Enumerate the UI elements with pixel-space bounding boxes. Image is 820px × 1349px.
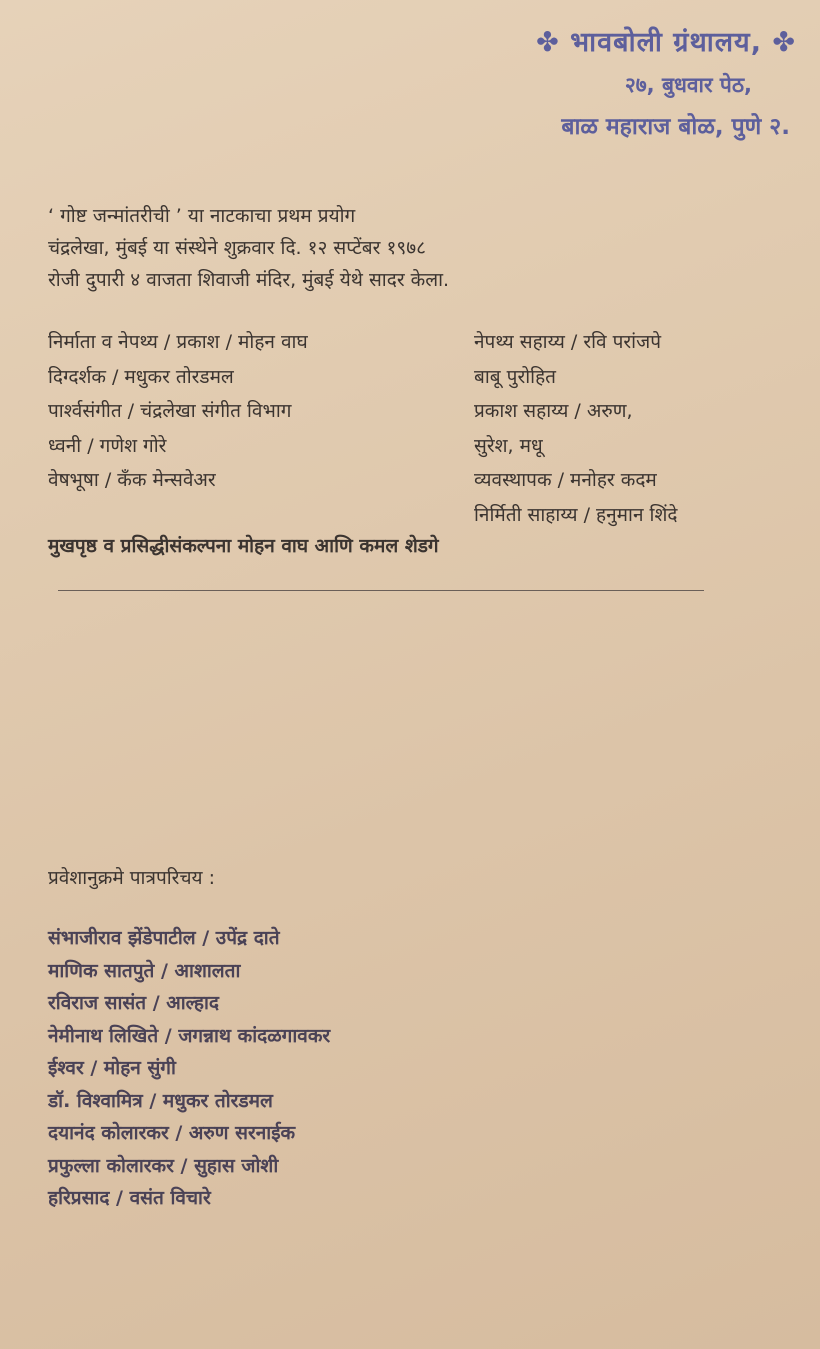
credit-line: वेषभूषा / कँक मेन्सवेअर [48, 469, 216, 491]
cast-entry: नेमीनाथ लिखिते / जगन्नाथ कांदळगावकर [48, 1024, 331, 1047]
credit-line: सुरेश, मधू [474, 434, 543, 457]
cover-design-credit: मुखपृष्ठ व प्रसिद्धीसंकल्पना मोहन वाघ आणि कमल शेडगे [48, 535, 439, 557]
stamp-city-line: बाळ महाराज बोळ, पुणे २. [561, 114, 790, 140]
cast-entry: रविराज सासंत / आल्हाद [48, 992, 219, 1014]
credit-line: बाबू पुरोहित [474, 365, 556, 388]
cast-entry: संभाजीराव झेंडेपाटील / उपेंद्र दाते [48, 927, 280, 949]
premiere-line: ‘ गोष्ट जन्मांतरीची ’ या नाटकाचा प्रथम प्रयोग [48, 205, 356, 227]
cast-entry: डॉ. विश्वामित्र / मधुकर तोरडमल [48, 1089, 273, 1112]
cast-heading: प्रवेशानुक्रमे पात्रपरिचय : [48, 867, 215, 889]
stamp-library-name: ✤ भावबोली ग्रंथालय, ✤ [536, 27, 796, 58]
credit-line: ध्वनी / गणेश गोरे [48, 434, 167, 457]
stamp-address-line: २७, बुधवार पेठ, [624, 73, 752, 97]
credit-line: पार्श्वसंगीत / चंद्रलेखा संगीत विभाग [48, 400, 292, 422]
library-stamp [436, 22, 796, 141]
credit-line: निर्माता व नेपथ्य / प्रकाश / मोहन वाघ [48, 331, 308, 353]
credit-line: व्यवस्थापक / मनोहर कदम [474, 469, 657, 491]
cast-entry: प्रफुल्ला कोलारकर / सुहास जोशी [48, 1154, 279, 1177]
premiere-line: रोजी दुपारी ४ वाजता शिवाजी मंदिर, मुंबई येथे सादर केला. [48, 269, 450, 291]
credit-line: निर्मिती साहाय्य / हनुमान शिंदे [474, 503, 678, 526]
premiere-line: चंद्रलेखा, मुंबई या संस्थेने शुक्रवार दि. १२ सप्टेंबर १९७८ [48, 237, 426, 259]
credit-line: नेपथ्य सहाय्य / रवि परांजपे [474, 331, 661, 353]
divider-rule [58, 590, 704, 591]
credit-line: दिग्दर्शक / मधुकर तोरडमल [48, 365, 234, 388]
cast-entry: ईश्वर / मोहन सुंगी [48, 1057, 176, 1079]
cast-entry: दयानंद कोलारकर / अरुण सरनाईक [48, 1122, 296, 1144]
production-credits-right [474, 325, 677, 532]
premiere-note [48, 200, 768, 296]
cast-entry: हरिप्रसाद / वसंत विचारे [48, 1187, 211, 1209]
cast-list [48, 922, 330, 1215]
credit-line: प्रकाश सहाय्य / अरुण, [474, 400, 633, 422]
cast-entry: माणिक सातपुते / आशालता [48, 959, 241, 982]
production-credits-left [48, 325, 308, 498]
